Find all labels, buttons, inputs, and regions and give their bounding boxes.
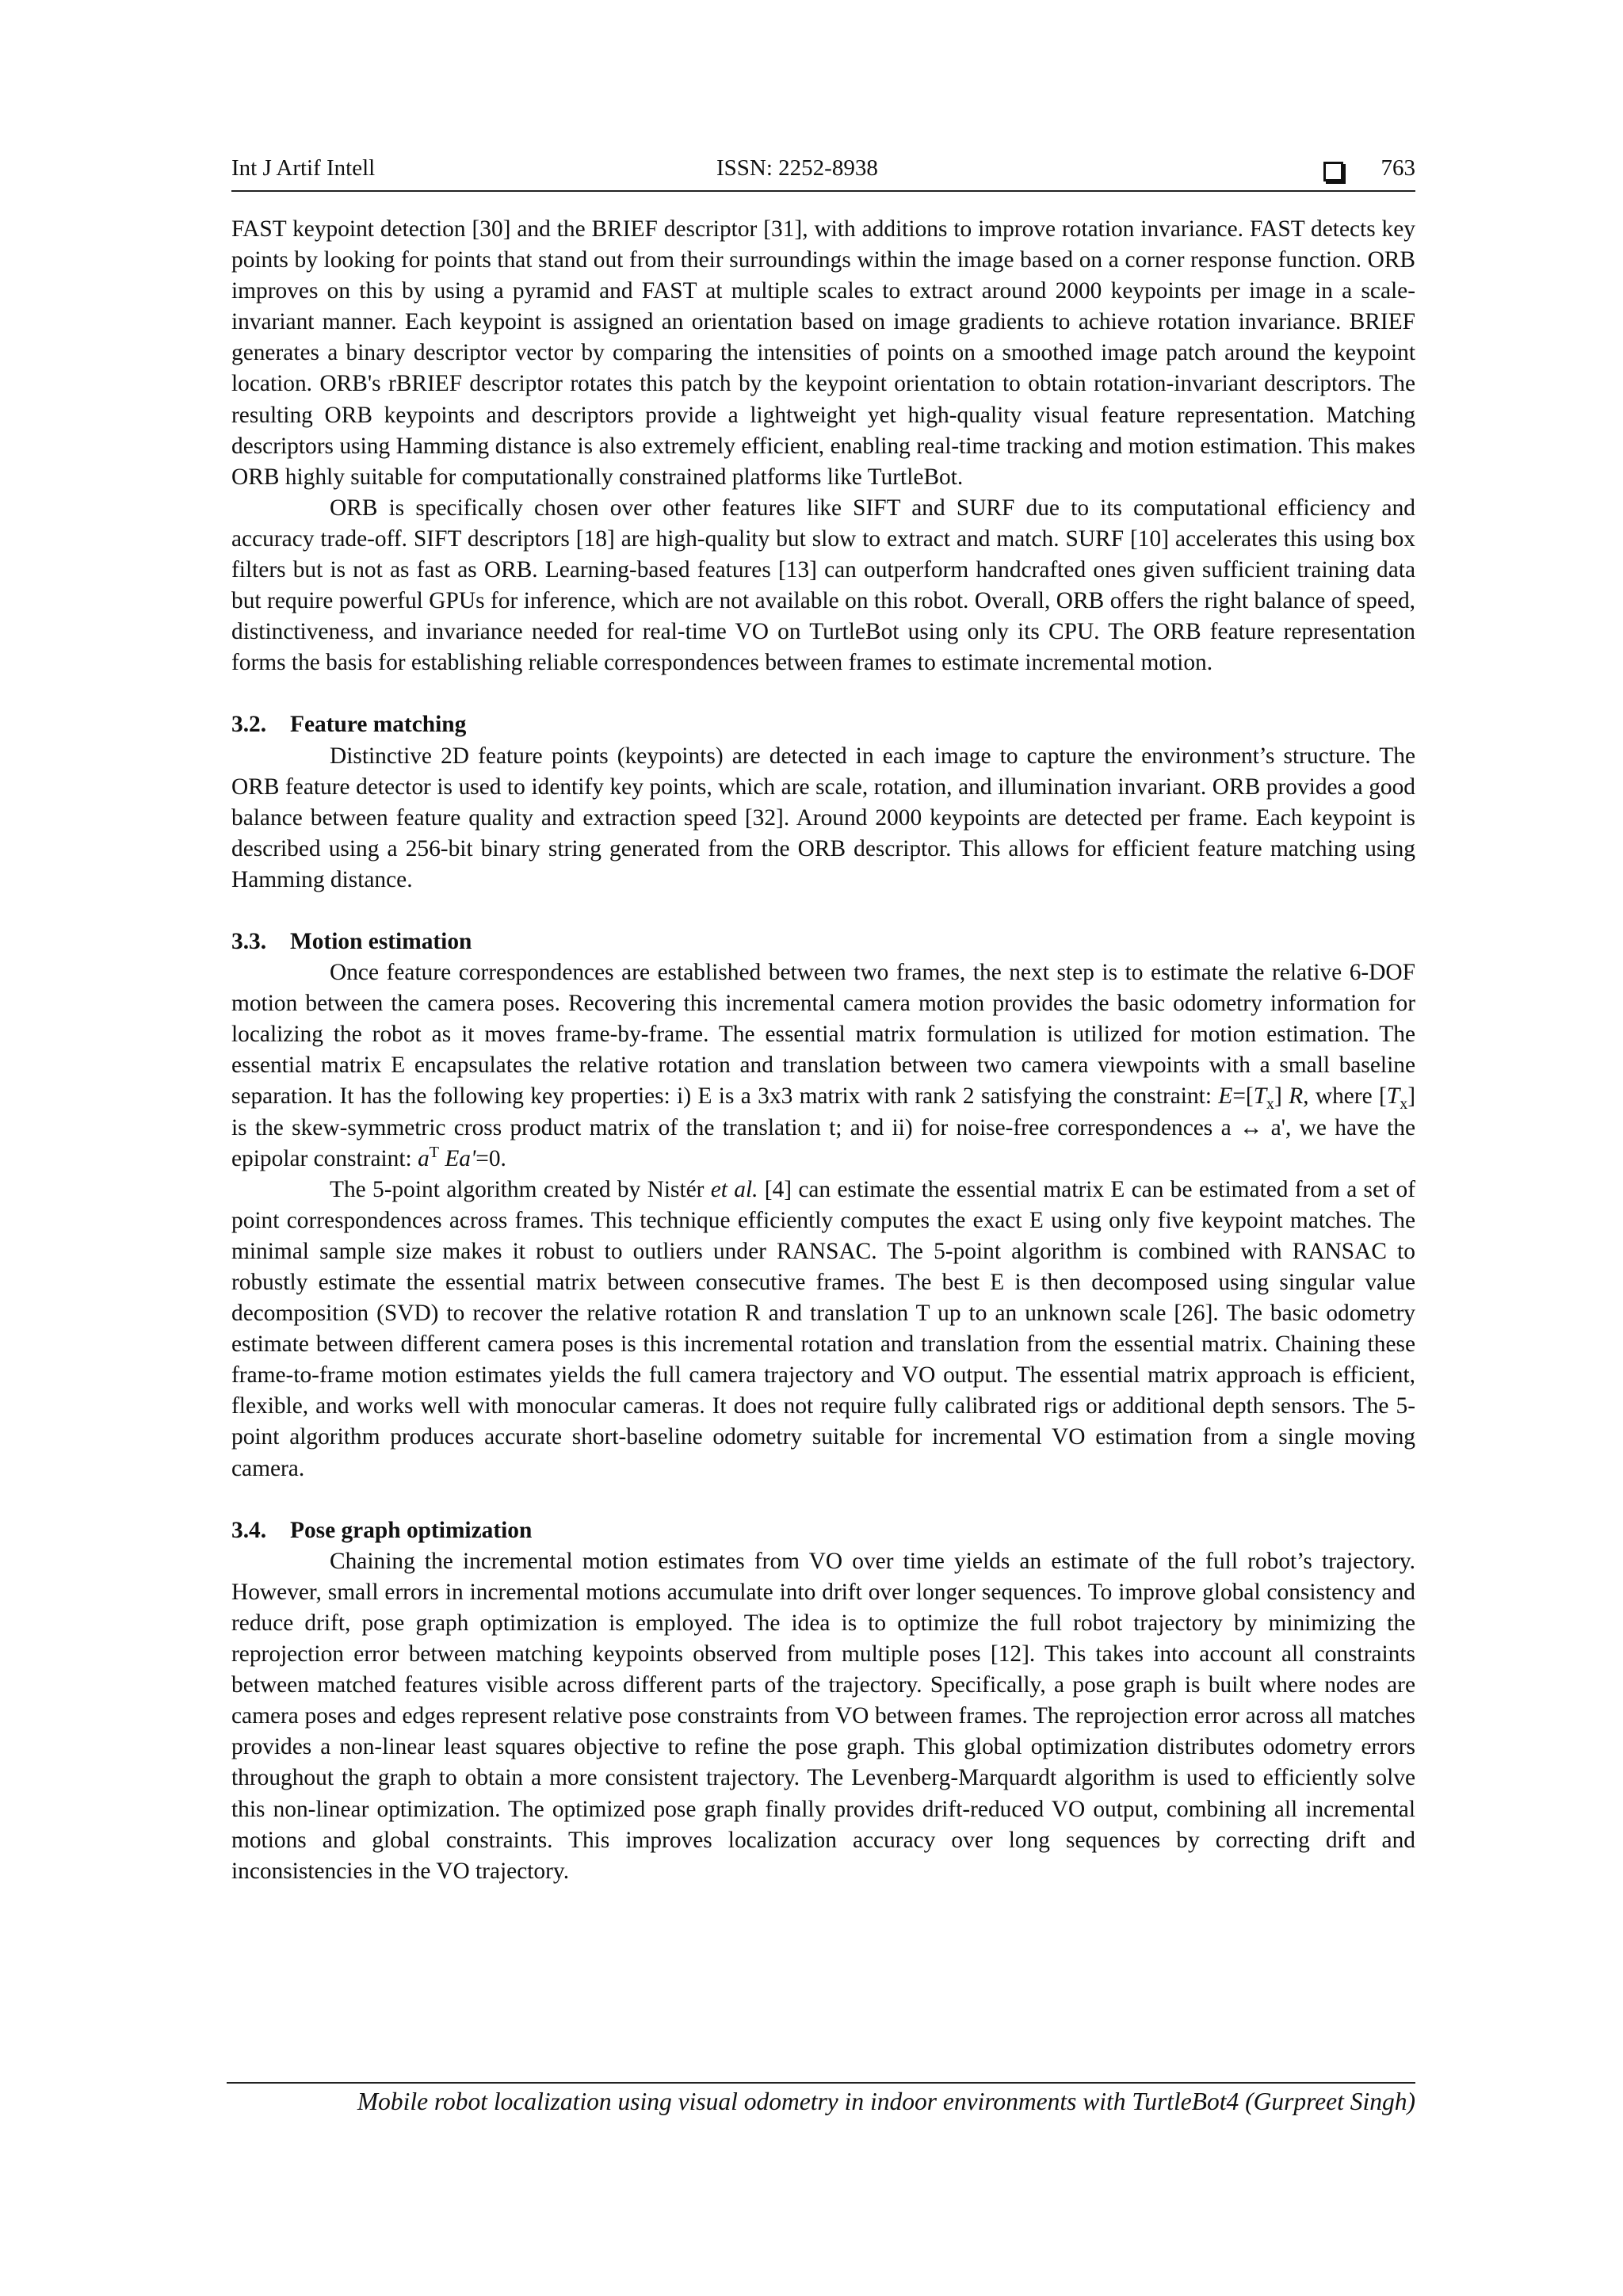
paragraph (231, 957, 1415, 1175)
section-3-2 (231, 709, 1415, 896)
equation-superscript: T (429, 1143, 439, 1161)
section-heading (231, 1515, 1415, 1546)
paragraph (231, 1175, 1415, 1484)
section-title: Pose graph optimization (290, 1517, 533, 1543)
equation-subscript: x (1400, 1095, 1408, 1114)
equation-var: R, (1289, 1083, 1309, 1110)
text-run: where [ (1308, 1083, 1387, 1110)
page-number: 763 (1381, 155, 1415, 181)
equation-text: =[ (1232, 1083, 1254, 1110)
paragraph: Distinctive 2D feature points (keypoints) are detected in each image to capture the environment’s structure. The ORB feature detector is used to identify key points, which are scale, rotation, and illumination invariant. ORB provides a good balance between feature quality and extraction speed [32]. Around 2000 keypoints are detected per frame. Each keypoint is described using a 256-bit binary string generated from the ORB descriptor. This allows for efficient feature matching using Hamming distance. (231, 743, 1415, 892)
section-heading (231, 709, 1415, 740)
section-number: 3.3. (231, 928, 267, 954)
footer-rule (227, 2082, 1415, 2084)
section-title: Feature matching (290, 712, 467, 738)
section-heading (231, 926, 1415, 957)
equation-var: a (418, 1145, 430, 1171)
paragraph: Chaining the incremental motion estimates from VO over time yields an estimate of the full robot’s trajectory. However, small errors in incremental motions accumulate into drift over longer sequences. To improve global consistency and reduce drift, pose graph optimization is employed. The idea is to optimize the full robot trajectory by minimizing the reprojection error between matching keypoints observed from multiple poses [12]. This takes into account all constraints between matched features visible across different parts of the trajectory. Specifically, a pose graph is built where nodes are camera poses and edges represent relative pose constraints from VO between frames. The reprojection error across all matches provides a non-linear least squares objective to refine the pose graph. This global optimization distributes odometry errors throughout the graph to obtain a more consistent trajectory. The Levenberg-Marquardt algorithm is used to efficiently solve this non-linear optimization. The optimized pose graph finally provides drift-reduced VO output, combining all incremental motions and global constraints. This improves localization accuracy over long sequences by correcting drift and inconsistencies in the VO trajectory. (231, 1548, 1415, 1884)
equation-subscript: x (1266, 1095, 1275, 1114)
running-header (231, 155, 1415, 192)
text-run: ] is the skew-symmetric cross product matrix of the translation t; and ii) for noise-free correspondences a ↔ a', we have the epipolar constraint: (231, 1083, 1415, 1171)
body-text (231, 214, 1415, 1887)
equation-var: Ea' (438, 1145, 476, 1171)
section-3-4 (231, 1515, 1415, 1887)
paragraph: ORB is specifically chosen over other features like SIFT and SURF due to its computational efficiency and accuracy trade-off. SIFT descriptors [18] are high-quality but slow to extract and match. SURF [10] accelerates this using box filters but is not as fast as ORB. Learning-based features [13] can outperform handcrafted ones given sufficient training data but require powerful GPUs for inference, which are not available on this robot. Overall, ORB offers the right balance of speed, distinctiveness, and invariance needed for real-time VO on TurtleBot using only its CPU. The ORB feature representation forms the basis for establishing reliable correspondences between frames to estimate incremental motion. (231, 495, 1415, 676)
equation-text: =0. (475, 1145, 506, 1171)
section-3-3 (231, 926, 1415, 1484)
equation-var: T (1253, 1083, 1267, 1110)
section-title: Motion estimation (290, 928, 472, 954)
section-number: 3.2. (231, 712, 267, 738)
citation-etal: et al. (710, 1176, 758, 1202)
paragraph: FAST keypoint detection [30] and the BRIEF descriptor [31], with additions to improve rotation invariance. FAST detects key points by looking for points that stand out from their surroundings within the image based on a corner response function. ORB improves on this by using a pyramid and FAST at multiple scales to extract around 2000 keypoints per image in a scale-invariant manner. Each keypoint is assigned an orientation based on image gradients to achieve rotation invariance. BRIEF generates a binary descriptor vector by comparing the intensities of points on a smoothed image patch around the keypoint location. ORB's rBRIEF descriptor rotates this patch by the keypoint orientation to obtain rotation-invariant descriptors. The resulting ORB keypoints and descriptors provide a lightweight yet high-quality visual feature representation. Matching descriptors using Hamming distance is also extremely efficient, enabling real-time tracking and motion estimation. This makes ORB highly suitable for computationally constrained platforms like TurtleBot. (231, 216, 1415, 490)
square-bullet-icon (1323, 162, 1343, 181)
section-number: 3.4. (231, 1517, 267, 1543)
text-run: Once feature correspondences are established between two frames, the next step is to estimate the relative 6-DOF motion between the camera poses. Recovering this incremental camera motion provides the basic odometry information for localizing the robot as it moves frame-by-frame. The essential matrix formulation is utilized for motion estimation. The essential matrix E encapsulates the relative rotation and translation between two camera viewpoints with a small baseline separation. It has the following key properties: i) E is a 3x3 matrix with rank 2 satisfying the constraint: (231, 960, 1415, 1110)
equation-text: ] (1274, 1083, 1289, 1110)
equation-var: E (1218, 1083, 1233, 1110)
equation-var: T (1386, 1083, 1400, 1110)
issn: ISSN: 2252-8938 (716, 155, 878, 181)
running-footer: Mobile robot localization using visual odometry in indoor environments with TurtleBot4 (Gurpreet Singh) (357, 2088, 1415, 2115)
journal-name: Int J Artif Intell (231, 155, 376, 181)
text-run: The 5-point algorithm created by Nistér (330, 1176, 711, 1202)
text-run: [4] can estimate the essential matrix E can be estimated from a set of point correspondences across frames. This technique efficiently computes the exact E using only five keypoint matches. The minimal sample size makes it robust to outliers under RANSAC. The 5-point algorithm is combined with RANSAC to robustly estimate the essential matrix between consecutive frames. The best E is then decomposed using singular value decomposition (SVD) to recover the relative rotation R and translation T up to an unknown scale [26]. The basic odometry estimate between different camera poses is this incremental rotation and translation from the essential matrix. Chaining these frame-to-frame motion estimates yields the full camera trajectory and VO output. The essential matrix approach is efficient, flexible, and works well with monocular cameras. It does not require fully calibrated rigs or additional depth sensors. The 5-point algorithm produces accurate short-baseline odometry suitable for incremental VO estimation from a single moving camera. (231, 1176, 1415, 1481)
